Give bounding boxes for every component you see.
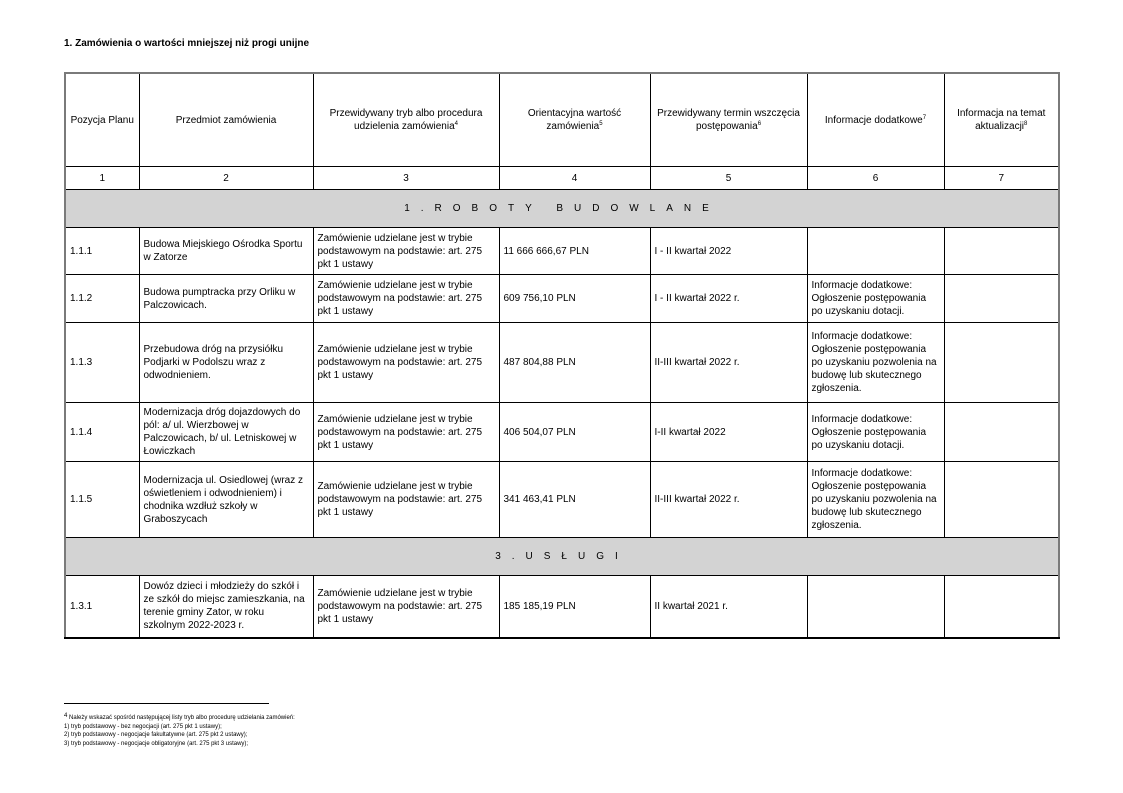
cell-info: Informacje dodatkowe: Ogłoszenie postępowania po uzyskaniu pozwolenia na budowę lub skutecznego zgłoszenia. [807,462,944,538]
cell-position: 1.1.1 [65,228,139,275]
cell-info: Informacje dodatkowe: Ogłoszenie postępowania po uzyskaniu dotacji. [807,275,944,323]
cell-mode: Zamówienie udzielane jest w trybie podstawowym na podstawie: art. 275 pkt 1 ustawy [313,275,499,323]
column-number: 5 [650,167,807,190]
cell-update [944,323,1059,403]
section-header-row [65,190,1059,228]
cell-term: I - II kwartał 2022 [650,228,807,275]
section-title: 1. Zamówienia o wartości mniejszej niż progi unijne [64,38,310,49]
cell-subject: Budowa Miejskiego Ośrodka Sportu w Zatorze [139,228,313,275]
table-row [65,403,1059,462]
footnotes [64,712,295,748]
column-number: 2 [139,167,313,190]
cell-value: 185 185,19 PLN [499,576,650,638]
cell-subject: Dowóz dzieci i młodzieży do szkół i ze szkół do miejsc zamieszkania, na terenie gminy Zator, w roku szkolnym 2022-2023 r. [139,576,313,638]
footnote-item: 2) tryb podstawowy - negocjacje fakultatywne (art. 275 pkt 2 ustawy); [64,732,248,738]
footnote-ref: 5 [599,121,603,127]
cell-mode: Zamówienie udzielane jest w trybie podstawowym na podstawie: art. 275 pkt 1 ustawy [313,462,499,538]
cell-term: II-III kwartał 2022 r. [650,462,807,538]
cell-value: 609 756,10 PLN [499,275,650,323]
column-number: 7 [944,167,1059,190]
cell-position: 1.3.1 [65,576,139,638]
cell-update [944,228,1059,275]
cell-term: II-III kwartał 2022 r. [650,323,807,403]
section-label: 1.ROBOTY BUDOWLANE [65,190,1059,228]
footnote-separator [64,703,269,704]
table-row [65,323,1059,403]
header-cell: Informacja na temat aktualizacji$^8$ [944,73,1059,167]
cell-info: Informacje dodatkowe: Ogłoszenie postępowania po uzyskaniu pozwolenia na budowę lub skutecznego zgłoszenia. [807,323,944,403]
section-label: 3.USŁUGI [65,538,1059,576]
footnote-item: 3) tryb podstawowy - negocjacje obligatoryjne (art. 275 pkt 3 ustawy); [64,740,249,747]
header-cell: Informacje dodatkowe$^7$ [807,73,944,167]
table-row [65,462,1059,538]
cell-term: II kwartał 2021 r. [650,576,807,638]
cell-subject: Modernizacja ul. Osiedlowej (wraz z oświetleniem i odwodnieniem) i chodnika wzdłuż szkoły w Graboszycach [139,462,313,538]
cell-value: 11 666 666,67 PLN [499,228,650,275]
footnote-ref: 8 [1024,121,1028,127]
cell-info [807,228,944,275]
footnote-intro: 4 Należy wskazać spośród następującej listy tryb albo procedurę udzielania zamówień: [64,713,295,721]
header-cell: Orientacyjna wartość zamówienia$^5$ [499,73,650,167]
cell-mode: Zamówienie udzielane jest w trybie podstawowym na podstawie: art. 275 pkt 1 ustawy [313,576,499,638]
footnote-marker: 4 [64,713,68,719]
cell-position: 1.1.4 [65,403,139,462]
cell-subject: Budowa pumptracka przy Orliku w Palczowicach. [139,275,313,323]
table-row [65,576,1059,638]
column-number: 1 [65,167,139,190]
cell-info [807,576,944,638]
cell-subject: Modernizacja dróg dojazdowych do pól: a/ ul. Wierzbowej w Palczowicach, b/ ul. Letniskowej w Łowiczkach [139,403,313,462]
header-cell: Przedmiot zamówienia [139,73,313,167]
cell-update [944,403,1059,462]
cell-subject: Przebudowa dróg na przysiółku Podjarki w Podolszu wraz z odwodnieniem. [139,323,313,403]
cell-term: I-II kwartał 2022 [650,403,807,462]
cell-term: I - II kwartał 2022 r. [650,275,807,323]
cell-value: 487 804,88 PLN [499,323,650,403]
cell-mode: Zamówienie udzielane jest w trybie podstawowym na podstawie: art. 275 pkt 1 ustawy [313,403,499,462]
column-number: 4 [499,167,650,190]
footnote-item: 1) tryb podstawowy - bez negocjacji (art. 275 pkt 1 ustawy); [64,723,222,730]
header-cell: Przewidywany tryb albo procedura udzielenia zamówienia$^4$ [313,73,499,167]
header-cell: Przewidywany termin wszczęcia postępowania$^6$ [650,73,807,167]
section-header-row [65,538,1059,576]
cell-position: 1.1.3 [65,323,139,403]
table-row [65,228,1059,275]
footnote-ref: 6 [757,121,762,127]
column-number-row [65,167,1059,190]
cell-update [944,462,1059,538]
cell-value: 406 504,07 PLN [499,403,650,462]
cell-position: 1.1.2 [65,275,139,323]
column-number: 6 [807,167,944,190]
cell-update [944,576,1059,638]
cell-mode: Zamówienie udzielane jest w trybie podstawowym na podstawie: art. 275 pkt 1 ustawy [313,323,499,403]
cell-info: Informacje dodatkowe: Ogłoszenie postępowania po uzyskaniu dotacji. [807,403,944,462]
cell-position: 1.1.5 [65,462,139,538]
cell-value: 341 463,41 PLN [499,462,650,538]
table-row [65,275,1059,323]
footnote-ref: 4 [454,121,458,127]
table-header-row [65,73,1059,167]
cell-update [944,275,1059,323]
cell-mode: Zamówienie udzielane jest w trybie podstawowym na podstawie: art. 275 pkt 1 ustawy [313,228,499,275]
header-cell: Pozycja Planu [65,73,139,167]
footnote-ref: 7 [922,114,927,121]
procurement-plan-table [64,72,1060,639]
column-number: 3 [313,167,499,190]
